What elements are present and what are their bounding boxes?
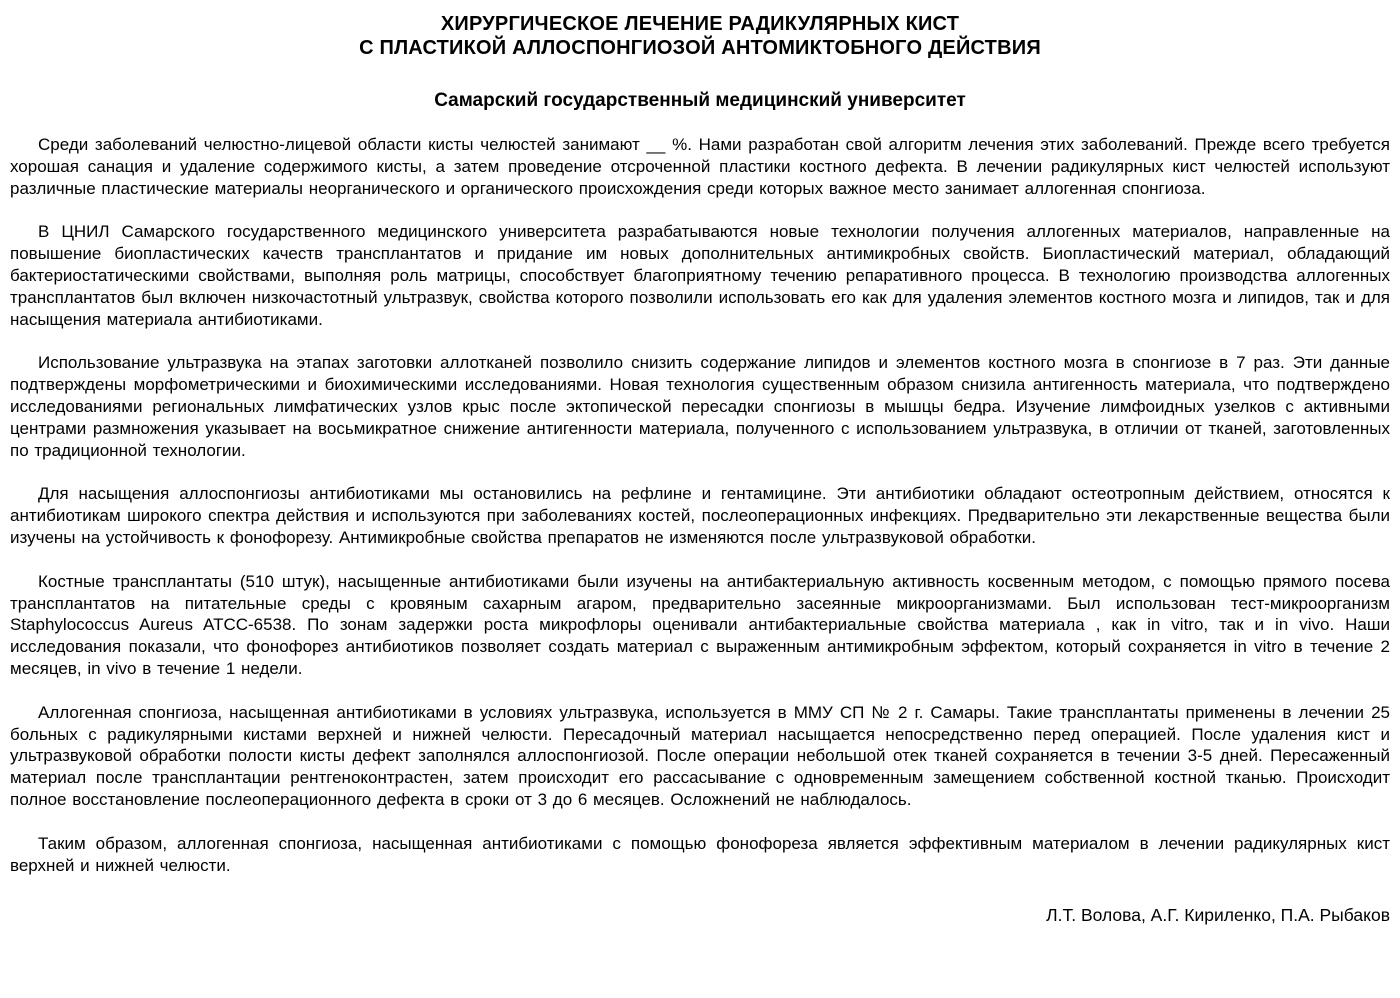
body-paragraph: Среди заболеваний челюстно-лицевой области кисты челюстей занимают __ %. Нами разработан свой алгоритм лечения этих заболеваний. Прежде всего требуется хорошая санация и удаление содержимого кисты, а затем проведение отсроченной пластики костного дефекта. В лечении радикулярных кист челюстей используют различные пластические материалы неорганического и органического происхождения среди которых важное место занимает аллогенная спонгиоза. xyxy=(10,135,1390,198)
institution-subtitle: Самарский государственный медицинский университет xyxy=(434,90,966,111)
document-body xyxy=(10,134,1390,876)
authors-line: Л.Т. Волова, А.Г. Кириленко, П.А. Рыбаков xyxy=(1046,905,1390,926)
body-paragraph: Таким образом, аллогенная спонгиоза, насыщенная антибиотиками с помощью фонофореза является эффективным материалом в лечении радикулярных кист верхней и нижней челюсти. xyxy=(10,833,1390,875)
body-paragraph: Использование ультразвука на этапах заготовки аллотканей позволило снизить содержание липидов и элементов костного мозга в спонгиозе в 7 раз. Эти данные подтверждены морфометрическими и биохимическими исследованиями. Новая технология существенным образом снизила антигенность материала, что подтверждено исследованиями региональных лимфатических узлов крыс после эктопической пересадки спонгиозы в мышцы бедра. Изучение лимфоидных узелков с активными центрами размножения указывает на восьмикратное снижение антигенности материала, полученного с использованием ультразвука, в отличии от тканей, заготовленных по традиционной технологии. xyxy=(10,353,1390,460)
body-paragraph: В ЦНИЛ Самарского государственного медицинского университета разрабатываются новые технологии получения аллогенных материалов, направленные на повышение биопластических качеств трансплантатов и придание им новых дополнительных антимикробных свойств. Биопластический материал, обладающий бактериостатическими свойствами, выполняя роль матрицы, способствует благоприятному течению репаративного процесса. В технологию производства аллогенных трансплантатов был включен низкочастотный ультразвук, свойства которого позволили использовать его как для удаления элементов костного мозга и липидов, так и для насыщения материала антибиотиками. xyxy=(10,222,1390,329)
body-paragraph: Аллогенная спонгиоза, насыщенная антибиотиками в условиях ультразвука, используется в ММУ СП № 2 г. Самары. Такие трансплантаты применены в лечении 25 больных с радикулярными кистами верхней и нижней челюсти. Пересадочный материал насыщается непосредственно перед операцией. После удаления кист и ультразвуковой обработки полости кисты дефект заполнялся аллоспонгиозой. После операции небольшой отек тканей сохраняется в течении 3-5 дней. Пересаженный материал после трансплантации рентгеноконтрастен, затем происходит его рассасывание с одновременным замещением собственной костной тканью. Происходит полное восстановление послеоперационного дефекта в сроки от 3 до 6 месяцев. Осложнений не наблюдалось. xyxy=(10,702,1390,809)
page-title-line2: С ПЛАСТИКОЙ АЛЛОСПОНГИОЗОЙ АНТОМИКТОБНОГО ДЕЙСТВИЯ xyxy=(359,37,1041,59)
page-title xyxy=(10,12,1390,60)
body-paragraph: Для насыщения аллоспонгиозы антибиотиками мы остановились на рефлине и гентамицине. Эти антибиотики обладают остеотропным действием, относятся к антибиотикам широкого спектра действия и используются при заболеваниях костей, послеоперационных инфекциях. Предварительно эти лекарственные вещества были изучены на устойчивость к фонофорезу. Антимикробные свойства препаратов не изменяются после ультразвуковой обработки. xyxy=(10,484,1390,547)
page-title-line1: ХИРУРГИЧЕСКОЕ ЛЕЧЕНИЕ РАДИКУЛЯРНЫХ КИСТ xyxy=(440,13,960,35)
body-paragraph: Костные трансплантаты (510 штук), насыщенные антибиотиками были изучены на антибактериальную активность косвенным методом, с помощью прямого посева трансплантатов на питательные среды с кровяным сахарным агаром, предварительно засеянные микроорганизмами. Был использован тест-микроорганизм Staphylococcus Aureus ATCC-6538. По зонам задержки роста микрофлоры оценивали антибактериальные свойства материала , как in vitro, так и in vivo. Наши исследования показали, что фонофорез антибиотиков позволяет создать материал с выраженным антимикробным эффектом, который сохраняется in vitro в течение 2 месяцев, in vivo в течение 1 недели. xyxy=(10,571,1390,678)
